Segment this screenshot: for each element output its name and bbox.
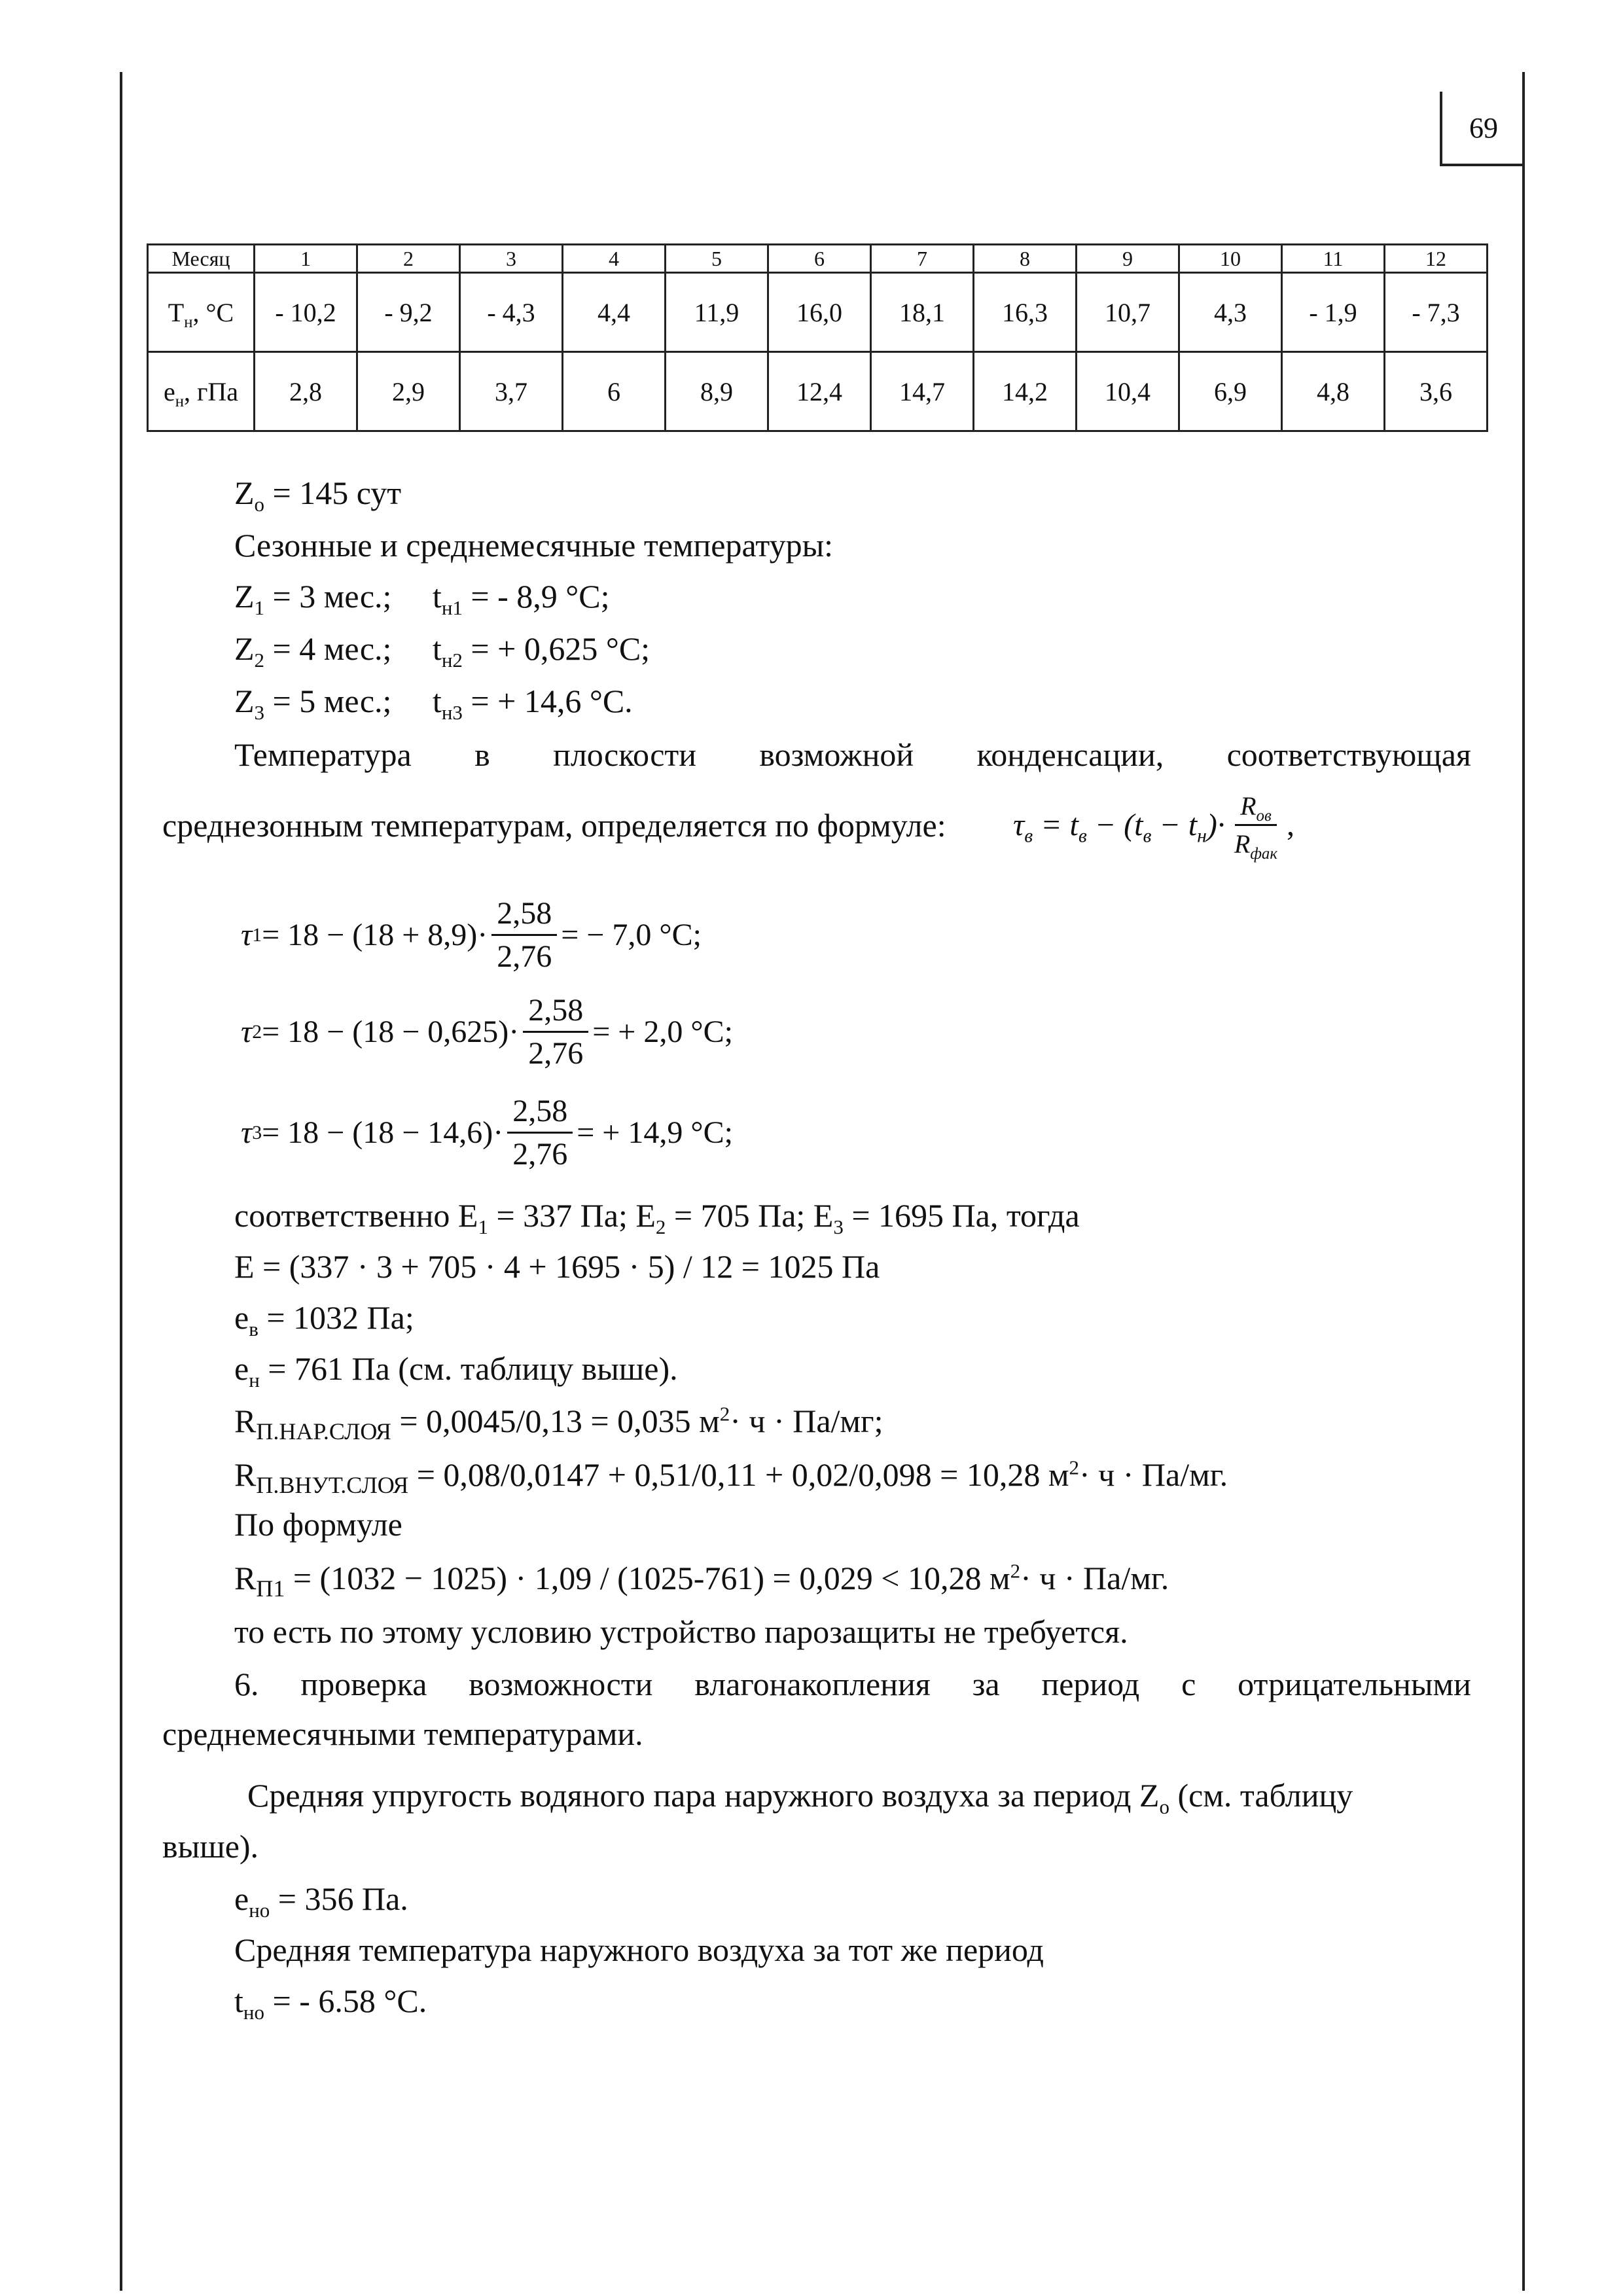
en-line: $е_н = 761$ Па (см. таблицу выше). — [234, 1350, 678, 1391]
table-cell: 12,4 — [768, 352, 871, 431]
table-header-label: Месяц — [148, 245, 255, 273]
z1-line: $Z_1 = 3$ мес.; $t_{н1}$ = - 8,9 °С; — [234, 578, 610, 619]
month-cell: 2 — [357, 245, 460, 273]
month-cell: 8 — [974, 245, 1077, 273]
avg-temp-line: Средняя температура наружного воздуха за тот же период — [234, 1931, 1044, 1968]
table-cell: 14,7 — [871, 352, 974, 431]
condensation-formula: $\tau_в = t_в - (t_в - t_н)\cdot$ $\frac{R_{ов}}{R_{фак}}$ , — [1013, 791, 1294, 863]
temperature-paragraph-line2: среднезонным температурам, определяется по формуле: — [162, 807, 946, 844]
table-cell: 6 — [563, 352, 666, 431]
month-cell: 4 — [563, 245, 666, 273]
table-cell: - 9,2 — [357, 273, 460, 352]
climate-table — [147, 243, 1488, 432]
conclusion-line: то есть по этому условию устройство парозащиты не требуется. — [234, 1613, 1128, 1650]
ev-line: $е_в = 1032$ Па; — [234, 1299, 414, 1340]
month-cell: 12 — [1385, 245, 1488, 273]
table-cell: 8,9 — [666, 352, 768, 431]
table-cell: 18,1 — [871, 273, 974, 352]
month-cell: 7 — [871, 245, 974, 273]
table-cell: 2,9 — [357, 352, 460, 431]
rp1-line: $R_{П1} = (1032 - 1025) \cdot 1,09 / (1025-761) = 0,029 < 10,28$ $м^2\cdot ч \cdot Па/мг$. — [234, 1559, 1169, 1602]
table-cell: 2,8 — [255, 352, 357, 431]
tau2-formula: τ 2 = 18 − (18 − 0,625)· $\frac{2,58}{2,76}$ = + 2,0 °С; — [241, 993, 733, 1071]
temperature-paragraph-line1: Температура в плоскости возможной конденсации, соответствующая — [234, 736, 1471, 773]
table-cell: 3,7 — [460, 352, 563, 431]
r-outer-layer-line: $R_{П.НАР.СЛОЯ} = 0,0045/0,13 = 0,035$ $м^2\cdot ч \cdot Па/мг$; — [234, 1402, 883, 1444]
month-cell: 5 — [666, 245, 768, 273]
page-frame-left — [120, 72, 122, 2291]
table-cell: 16,0 — [768, 273, 871, 352]
eno-line: $е_{но} = 356$ Па. — [234, 1880, 408, 1922]
seasonal-heading: Сезонные и среднемесячные температуры: — [234, 527, 834, 564]
month-cell: 3 — [460, 245, 563, 273]
month-cell: 10 — [1179, 245, 1282, 273]
e-average-line: Е = (337 · 3 + 705 · 4 + 1695 · 5) / 12 = 1025 Па — [234, 1248, 880, 1285]
month-cell: 6 — [768, 245, 871, 273]
page-number: 69 — [1440, 92, 1525, 166]
month-cell: 11 — [1282, 245, 1385, 273]
table-cell: 4,8 — [1282, 352, 1385, 431]
month-cell: 1 — [255, 245, 357, 273]
tno-line: $t_{но}$ = - 6.58 °С. — [234, 1982, 427, 2024]
table-cell: - 4,3 — [460, 273, 563, 352]
check-paragraph-line1: 6. проверка возможности влагонакопления за период с отрицательными — [234, 1666, 1471, 1702]
table-cell: 14,2 — [974, 352, 1077, 431]
z0-line: $Z_o = 145$ сут — [234, 475, 402, 516]
tau1-formula: τ 1 = 18 − (18 + 8,9)· $\frac{2,58}{2,76}$ = − 7,0 °С; — [241, 896, 702, 974]
row-label-temperature: $Т_н$, °С — [148, 273, 255, 352]
table-cell: - 1,9 — [1282, 273, 1385, 352]
po-formule-line: По формуле — [234, 1506, 402, 1543]
table-cell: 4,3 — [1179, 273, 1282, 352]
table-row-vapor-pressure — [148, 352, 1488, 431]
table-row-temperature — [148, 273, 1488, 352]
table-cell: 3,6 — [1385, 352, 1488, 431]
table-cell: 16,3 — [974, 273, 1077, 352]
row-label-vapor-pressure: $е_н$, гПа — [148, 352, 255, 431]
e-values-line: соответственно $Е_1 = 337$ Па; $Е_2 = 705$ Па; $Е_3 = 1695$ Па, тогда — [234, 1197, 1080, 1238]
check-paragraph-line2: среднемесячными температурами. — [162, 1715, 643, 1752]
table-cell: 6,9 — [1179, 352, 1282, 431]
table-cell: 10,4 — [1077, 352, 1179, 431]
tau3-formula: τ 3 = 18 − (18 − 14,6)· $\frac{2,58}{2,76}$ = + 14,9 °С; — [241, 1094, 733, 1172]
table-cell: 4,4 — [563, 273, 666, 352]
z3-line: $Z_3 = 5$ мес.; $t_{н3}$ = + 14,6 °С. — [234, 683, 633, 724]
table-cell: 10,7 — [1077, 273, 1179, 352]
page-frame-right — [1522, 72, 1525, 2291]
pressure-paragraph-line1: Средняя упругость водяного пара наружного воздуха за период $Z_o$ (см. таблицу — [247, 1777, 1353, 1818]
table-cell: 11,9 — [666, 273, 768, 352]
month-cell: 9 — [1077, 245, 1179, 273]
table-cell: - 10,2 — [255, 273, 357, 352]
r-inner-layer-line: $R_{П.ВНУТ.СЛОЯ} = 0,08/0,0147 + 0,51/0,11 + 0,02/0,098 = 10,28$ $м^2\cdot ч \cdot Па/мг$. — [234, 1456, 1228, 1498]
pressure-paragraph-line2: выше). — [162, 1828, 259, 1865]
table-header-row — [148, 245, 1488, 273]
table-cell: - 7,3 — [1385, 273, 1488, 352]
z2-line: $Z_2 = 4$ мес.; $t_{н2}$ = + 0,625 °С; — [234, 630, 651, 672]
